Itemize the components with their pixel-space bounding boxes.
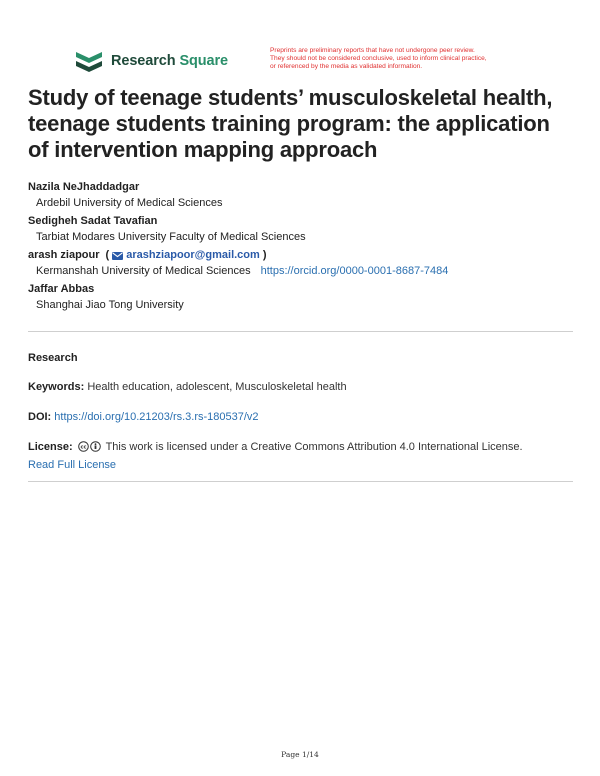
- preprint-notice-line: or referenced by the media as validated information.: [270, 63, 423, 70]
- author-name: Nazila NeJhaddadgar: [28, 181, 140, 193]
- divider: [28, 481, 573, 482]
- author-name: Sedigheh Sadat Tavafian: [28, 215, 158, 227]
- envelope-icon: [112, 252, 123, 260]
- license-label: License:: [28, 441, 73, 453]
- author-affiliation: [28, 263, 578, 280]
- preprint-notice-line: They should not be considered conclusive, used to inform clinical practice,: [270, 55, 487, 62]
- author-item: [28, 214, 578, 246]
- paren-open: (: [105, 249, 110, 261]
- article-type-label: Research: [28, 352, 78, 364]
- attribution-icon: [90, 441, 101, 452]
- author-affiliation-text: Tarbiat Modares University Faculty of Medical Sciences: [36, 231, 306, 243]
- read-full-license-link[interactable]: Read Full License: [28, 459, 117, 471]
- article-type: [28, 351, 573, 366]
- author-item: [28, 180, 578, 212]
- author-affiliation: [28, 195, 578, 212]
- author-affiliation-text: Shanghai Jiao Tong University: [36, 299, 184, 311]
- author-list: [28, 180, 578, 316]
- author-email: arashziapoor@gmail.com: [126, 249, 260, 261]
- doi-link[interactable]: https://doi.org/10.21203/rs.3.rs-180537/v2: [54, 411, 259, 423]
- article-title-line: teenage students training program: the application: [28, 111, 550, 136]
- header: [0, 0, 600, 80]
- author-name: arash ziapour: [28, 249, 100, 261]
- keywords-label: Keywords:: [28, 381, 85, 393]
- author-item: [28, 248, 578, 280]
- logo-text-square: Square: [179, 53, 228, 69]
- author-name: Jaffar Abbas: [28, 283, 95, 295]
- preprint-notice-line: Preprints are preliminary reports that have not undergone peer review.: [270, 47, 475, 54]
- article-title-line: of intervention mapping approach: [28, 137, 378, 162]
- page-number: Page 1/14: [281, 750, 319, 759]
- logo-text: [111, 53, 228, 69]
- article-title-line: Study of teenage students’ musculoskeletal health,: [28, 85, 553, 110]
- research-square-logo-icon: [75, 49, 103, 73]
- research-square-logo[interactable]: [75, 48, 228, 74]
- doi-row: [28, 410, 573, 425]
- logo-text-research: Research: [111, 53, 176, 69]
- read-full-license-row: [28, 458, 573, 473]
- author-item: [28, 282, 578, 314]
- author-name-row: [28, 248, 578, 263]
- creative-commons-icon: [78, 441, 89, 452]
- article-title: [28, 85, 578, 163]
- author-affiliation: [28, 229, 578, 246]
- license-icons: [78, 441, 101, 452]
- svg-text:cc: cc: [80, 444, 87, 451]
- divider: [28, 331, 573, 332]
- keywords-value: Health education, adolescent, Musculoskeletal health: [87, 381, 347, 393]
- author-affiliation-text: Kermanshah University of Medical Sciences: [36, 265, 251, 277]
- author-affiliation: [28, 297, 578, 314]
- author-email-link[interactable]: [112, 248, 260, 263]
- orcid-link[interactable]: https://orcid.org/0000-0001-8687-7484: [260, 265, 449, 277]
- preprint-notice: [270, 47, 540, 71]
- license-text: This work is licensed under a Creative Commons Attribution 4.0 International License.: [105, 441, 523, 453]
- keywords-row: [28, 380, 573, 395]
- license-row: [28, 440, 573, 455]
- doi-label: DOI:: [28, 411, 52, 423]
- paren-close: ): [262, 249, 267, 261]
- author-affiliation-text: Ardebil University of Medical Sciences: [36, 197, 223, 209]
